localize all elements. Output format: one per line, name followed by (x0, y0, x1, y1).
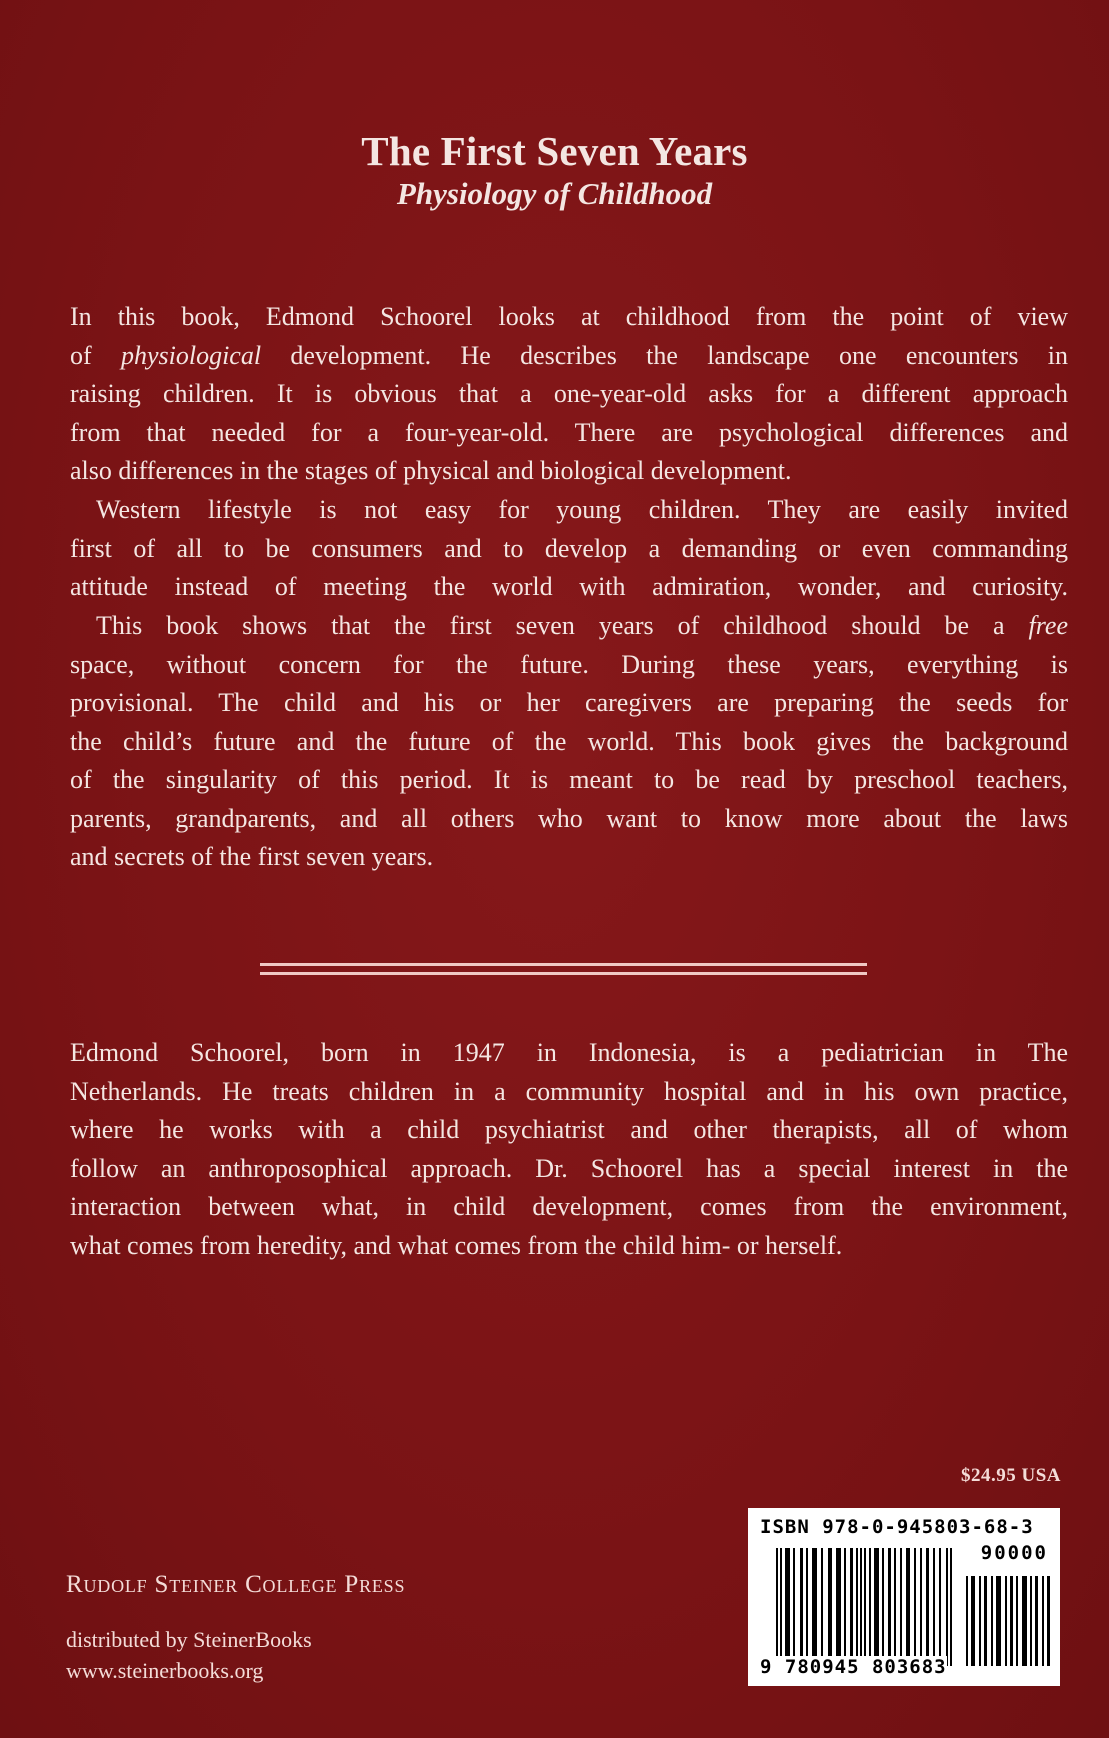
text-line: of the singularity of this period. It is meant to be read by preschool teachers, (70, 765, 1068, 794)
price-label: $24.95 USA (960, 1465, 1061, 1486)
price-code: 90000 (980, 1542, 1048, 1564)
text-line: follow an anthroposophical approach. Dr. Schoorel has a special interest in the (70, 1153, 1068, 1183)
text-line: Netherlands. He treats children in a community hospital and in his own practice, (70, 1076, 1068, 1106)
text-line: attitude instead of meeting the world with admiration, wonder, and curiosity. (70, 572, 1068, 601)
isbn-label: ISBN 978-0-945803-68-3 (760, 1516, 1034, 1538)
publisher-name: Rudolf Steiner College Press (66, 1571, 406, 1598)
barcode-digits: 9 780945 803683 (760, 1656, 947, 1678)
title-block (0, 128, 1109, 214)
book-subtitle: Physiology of Childhood (396, 176, 713, 211)
text-line: from that needed for a four-year-old. There are psychological differences and (70, 417, 1068, 447)
text-line: provisional. The child and his or her caregivers are preparing the seeds for (70, 688, 1068, 717)
text-line: Edmond Schoorel, born in 1947 in Indonesia, is a pediatrician in The (70, 1038, 1068, 1067)
distributor-info (66, 1624, 312, 1686)
text-line: In this book, Edmond Schoorel looks at childhood from the point of view (70, 302, 1068, 331)
description-paragraph-1 (70, 298, 1068, 491)
text-line: also differences in the stages of physical and biological development. (70, 456, 792, 485)
divider-rule-top (260, 963, 867, 966)
barcode-bars-icon (776, 1548, 956, 1666)
description-paragraph-3 (70, 607, 1068, 877)
text-line: where he works with a child psychiatrist and other therapists, all of whom (70, 1115, 1068, 1144)
text-line: first of all to be consumers and to develop a demanding or even commanding (70, 533, 1068, 563)
description-paragraph-2 (70, 491, 1068, 607)
author-bio (70, 1034, 1068, 1265)
text-line: parents, grandparents, and all others who want to know more about the laws (70, 803, 1068, 833)
text-line: Western lifestyle is not easy for young children. They are easily invited (96, 495, 1068, 524)
text-line: the child’s future and the future of the world. This book gives the background (70, 726, 1068, 756)
distributor-text: distributed by SteinerBooks (66, 1627, 312, 1652)
emphasis: free (1028, 611, 1068, 640)
text-line: what comes from heredity, and what comes from the child him- or herself. (70, 1230, 843, 1260)
isbn-barcode (748, 1508, 1060, 1686)
text-line: and secrets of the first seven years. (70, 842, 434, 871)
text-line: raising children. It is obvious that a one-year-old asks for a different approach (70, 379, 1068, 408)
divider-rule-bottom (260, 972, 867, 975)
barcode-supplement-icon (966, 1576, 1052, 1666)
publisher-website: www.steinerbooks.org (66, 1658, 264, 1683)
text-line: space, without concern for the future. During these years, everything is (70, 649, 1068, 679)
text-line: This book shows that the first seven years of childhood should be a free (96, 611, 1068, 640)
emphasis: physiological (120, 340, 262, 370)
book-title: The First Seven Years (361, 128, 748, 174)
text-line: interaction between what, in child development, comes from the environment, (70, 1192, 1068, 1221)
text-line: of physiological development. He describes the landscape one encounters in (70, 340, 1068, 370)
